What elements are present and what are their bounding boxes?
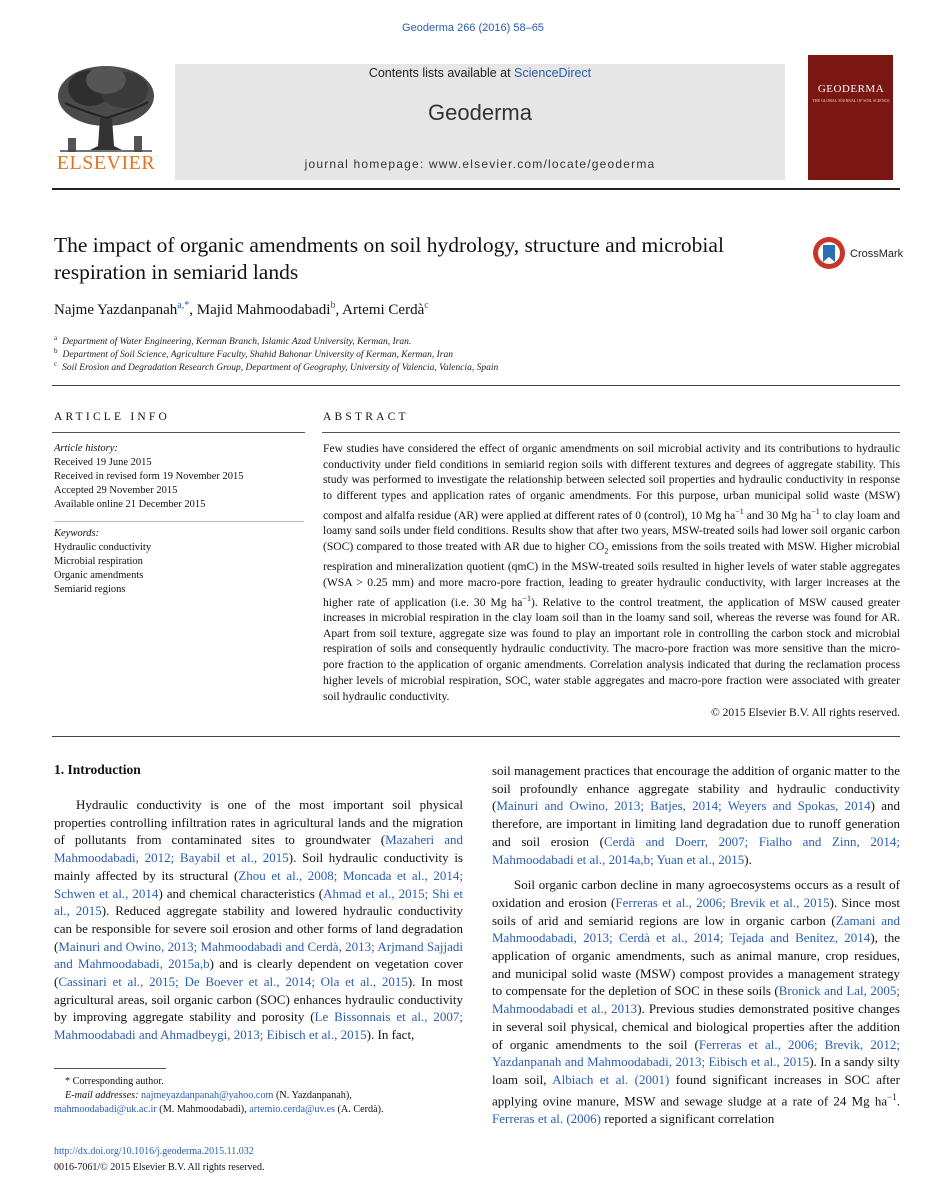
keyword: Microbial respiration — [54, 556, 143, 567]
affiliation-sup: a — [54, 334, 58, 342]
author-sup[interactable]: a,* — [177, 300, 190, 311]
citation-link[interactable]: Ahmad et al., 2015; Shi et al., 2015 — [54, 885, 464, 919]
affiliation-text: Soil Erosion and Degradation Research Group, Department of Geography, University of Valencia, Valencia, Spain — [62, 363, 499, 374]
journal-homepage[interactable]: journal homepage: www.elsevier.com/locate/geoderma — [304, 157, 656, 171]
journal-name: Geoderma — [428, 100, 532, 125]
email-label: E-mail addresses: — [65, 1090, 139, 1101]
author-name: Majid Mahmoodabadi — [196, 302, 331, 318]
affiliation-text: Department of Soil Science, Agriculture Faculty, Shahid Bahonar University of Kerman, Kerman, Iran — [62, 350, 454, 361]
abstract-rule — [322, 432, 900, 433]
citation-link[interactable]: Mazaheri and Mahmoodabadi, 2012; Bayabil et al., 2015 — [54, 832, 463, 866]
affiliation — [54, 347, 453, 360]
journal-cover-image — [808, 55, 893, 180]
cover-title: GEODERMA — [817, 83, 885, 95]
keywords — [54, 527, 304, 597]
text: Hydraulic conductivity is one of the most important soil physical properties controlling infiltration rates in agricultural lands and the migration of pollutants from contaminated sites to groundwater ( — [54, 797, 463, 848]
text: reported a significant correlation — [601, 1110, 775, 1126]
superscript: −1 — [887, 1091, 897, 1102]
citation-link[interactable]: Le Bissonnais et al., 2007; Mahmoodabadi and Ahmadbeygi, 2013; Eibisch et al., 2015 — [54, 1009, 463, 1043]
article-info-heading: ARTICLE INFO — [54, 411, 170, 423]
author-name: Najme Yazdanpanah — [54, 302, 178, 318]
email-line — [54, 1089, 464, 1103]
history-item: Received in revised form 19 November 2015 — [54, 471, 244, 482]
abstract-part: to clay loam and loamy sand soils under field conditions. Results show that after two years, MSW-treated soils had lower soil organic carbon (SOC) compared to those treated with AR due to higher CO — [323, 508, 900, 554]
abstract-part: ). Relative to the control treatment, the application of MSW caused greater increases in microbial respiration in the clay loam soil than in the loamy sand soil, whereas the reverse was found for AR. Apart from soil texture, aggregate size was found to play an important role in controlling the carbon stock and microbial respiration of soils and consequently hydraulic conductivity. The macro-pore fraction was more sensitive than the micro-pore fraction to the application of organic amendments. Correlation analysis indicated that during the reclamation process higher levels of microbial respiration, SOC, water stable aggregates and macro-pore fraction were associated with greater soil hydraulic conductivity. — [323, 595, 900, 703]
history-item: Received 19 June 2015 — [54, 457, 152, 468]
affiliation — [54, 360, 498, 373]
contents-line — [175, 66, 785, 80]
abstract-part: and 30 Mg ha — [743, 508, 812, 522]
email-owner: (A. Cerdà). — [334, 1104, 384, 1115]
body-column-right — [492, 762, 900, 1127]
history-label: Article history: — [54, 443, 118, 454]
header-rule — [52, 188, 900, 190]
author-sup[interactable]: b — [330, 300, 336, 311]
sciencedirect-link[interactable]: ScienceDirect — [514, 66, 592, 80]
paragraph — [492, 876, 900, 1127]
crossmark-icon[interactable] — [812, 236, 846, 270]
abstract-text — [323, 441, 900, 704]
text: ). Reduced aggregate stability and lowered hydraulic conductivity can be responsible for severe soil erosion and other forms of land degradation ( — [54, 903, 463, 954]
elsevier-wordmark: ELSEVIER — [56, 152, 156, 174]
subscript: 2 — [604, 546, 609, 556]
author-list — [54, 300, 429, 319]
email-link[interactable]: mahmoodabadi@uk.ac.ir — [54, 1104, 157, 1115]
email-owner: (N. Yazdanpanah), — [273, 1090, 352, 1101]
citation-link[interactable]: Albiach et al. (2001) — [552, 1071, 670, 1087]
abstract-part: emissions from the soils treated with MSW. Higher microbial respiration and mineralization quotient (qmC) in the MSW-treated soils resulted in higher levels of water stable aggregates (WSA > 0.25 mm) and more macro-pore fraction, leading to greater hydraulic conductivity, with larger increases at the higher rate of application (i.e. 30 Mg ha — [323, 540, 900, 609]
text: found significant increases in SOC after applying ovine manure, MSW and sewage sludge at a rate of 24 Mg ha — [492, 1071, 900, 1108]
paragraph — [492, 762, 900, 868]
text: ) and therefore, are important in limiting land degradation due to runoff generation and soil erosion ( — [492, 798, 900, 849]
email-link[interactable]: najmeyazdanpanah@yahoo.com — [141, 1090, 274, 1101]
cover-subtitle: THE GLOBAL JOURNAL OF SOIL SCIENCE — [812, 98, 890, 103]
section-rule — [52, 385, 900, 386]
email-line — [54, 1103, 464, 1117]
abstract-copyright: © 2015 Elsevier B.V. All rights reserved. — [711, 707, 900, 719]
keyword: Semiarid regions — [54, 584, 126, 595]
keywords-label: Keywords: — [54, 528, 100, 539]
text: Soil organic carbon decline in many agroecosystems occurs as a result of oxidation and erosion ( — [492, 877, 900, 910]
text: ). In most agricultural areas, soil organic carbon (SOC) enhances hydraulic conductivity by improving aggregate stability and porosity ( — [54, 974, 463, 1025]
doi-link[interactable]: http://dx.doi.org/10.1016/j.geoderma.2015.11.032 — [54, 1146, 254, 1157]
affiliation-sup: b — [54, 347, 58, 355]
article-history — [54, 442, 304, 512]
citation-link[interactable]: Mainuri and Owino, 2013; Mahmoodabadi and Cerdà, 2013; Arjmand Sajjadi and Mahmoodabadi, 2015a,b — [54, 938, 463, 972]
section-heading: 1. Introduction — [54, 762, 141, 777]
affiliation — [54, 334, 411, 347]
superscript: −1 — [811, 506, 820, 516]
abstract-end-rule — [52, 736, 900, 737]
citation-link[interactable]: Bronick and Lal, 2005; Mahmoodabadi et al., 2013 — [492, 983, 900, 1017]
keywords-rule — [54, 521, 304, 522]
superscript: −1 — [522, 593, 531, 603]
email-link[interactable]: artemio.cerda@uv.es — [249, 1104, 335, 1115]
footnote-rule — [54, 1068, 166, 1069]
issn-line: 0016-7061/© 2015 Elsevier B.V. All rights reserved. — [54, 1162, 265, 1173]
body-column-left — [54, 796, 463, 1044]
text: soil management practices that encourage the addition of organic matter to the soil profoundly enhance aggregate stability and hydraulic conductivity ( — [492, 763, 900, 814]
citation-link[interactable]: Cerdà and Doerr, 2007; Fialho and Zinn, 2014; Mahmoodabadi et al., 2014a,b; Yuan et al., 2015 — [492, 833, 900, 867]
citation-link[interactable]: Zamani and Mahmoodabadi, 2013; Cerdà et al., 2014; Tejada and Benítez, 2014 — [492, 912, 900, 946]
text: ) and chemical characteristics ( — [158, 885, 324, 901]
crossmark-label[interactable]: CrossMark — [850, 248, 904, 260]
email-owner: (M. Mahmoodabadi), — [156, 1104, 250, 1115]
author-sep: , — [189, 302, 197, 318]
running-head[interactable]: Geoderma 266 (2016) 58–65 — [402, 22, 544, 34]
citation-link[interactable]: Ferreras et al., 2006; Brevik, 2012; Yazdanpanah and Mahmoodabadi, 2013; Eibisch et al., 2015 — [492, 1036, 900, 1070]
affiliation-sup: c — [54, 360, 58, 368]
text: ). In fact, — [366, 1027, 415, 1043]
text: ), the application of organic amendments, such as animal manure, crop residues, and municipal solid waste (MSW) compost provides a management strategy to compensate for the depletion of SOC in these soils ( — [492, 930, 900, 999]
article-info-rule — [52, 432, 305, 433]
author-sup[interactable]: c — [424, 300, 429, 311]
text: ) and is clearly dependent on vegetation cover ( — [54, 956, 463, 990]
article-title: The impact of organic amendments on soil hydrology, structure and microbial respiration in semiarid lands — [54, 233, 724, 284]
paragraph — [54, 796, 463, 1044]
text: ). In a sandy silty loam soil, — [492, 1054, 901, 1087]
corresponding-author-note: * Corresponding author. — [65, 1076, 164, 1087]
keyword: Organic amendments — [54, 570, 144, 581]
keyword: Hydraulic conductivity — [54, 542, 152, 553]
superscript: −1 — [735, 506, 744, 516]
citation-link[interactable]: Cassinari et al., 2015; De Boever et al., 2014; Ola et al., 2015 — [58, 974, 408, 990]
abstract-heading: ABSTRACT — [323, 411, 409, 423]
text: . — [896, 1092, 900, 1108]
citation-link[interactable]: Ferreras et al., 2006; Brevik et al., 2015 — [615, 894, 830, 910]
text: ). — [744, 851, 752, 867]
text: ). Soil hydraulic conductivity is mainly affected by its structural ( — [54, 850, 463, 883]
history-item: Available online 21 December 2015 — [54, 499, 206, 510]
history-item: Accepted 29 November 2015 — [54, 485, 178, 496]
text: ). Previous studies demonstrated positive changes in several soil physical, chemical and biological properties after the addition of organic amendments to the soil ( — [492, 1001, 900, 1052]
affiliation-text: Department of Water Engineering, Kerman Branch, Islamic Azad University, Kerman, Iran. — [62, 337, 412, 348]
citation-link[interactable]: Mainuri and Owino, 2013; Batjes, 2014; Weyers and Spokas, 2014 — [496, 798, 871, 814]
contents-prefix: Contents lists available at — [368, 66, 515, 80]
footnotes — [54, 1075, 464, 1117]
abstract-part: Few studies have considered the effect of organic amendments on soil microbial activity and its contributions to hydraulic conductivity under field conditions in semiarid region soils with different textures and degrees of aggregate stability. This study was performed to investigate the relationship between selected soil properties and hydraulic conductivity in response to different types and application rates of organic amendments. For this purpose, urban municipal solid waste (MSW) compost and alfalfa residue (AR) were applied at different rates of 0 (control), 10 Mg ha — [323, 442, 900, 522]
author-name: Artemi Cerdà — [342, 302, 425, 318]
text: ). Since most soils of arid and semiarid regions are low in organic carbon ( — [492, 894, 900, 928]
citation-link[interactable]: Ferreras et al. (2006) — [492, 1110, 602, 1126]
citation-link[interactable]: Zhou et al., 2008; Moncada et al., 2014; Schwen et al., 2014 — [54, 867, 463, 901]
author-sep: , — [335, 302, 343, 318]
